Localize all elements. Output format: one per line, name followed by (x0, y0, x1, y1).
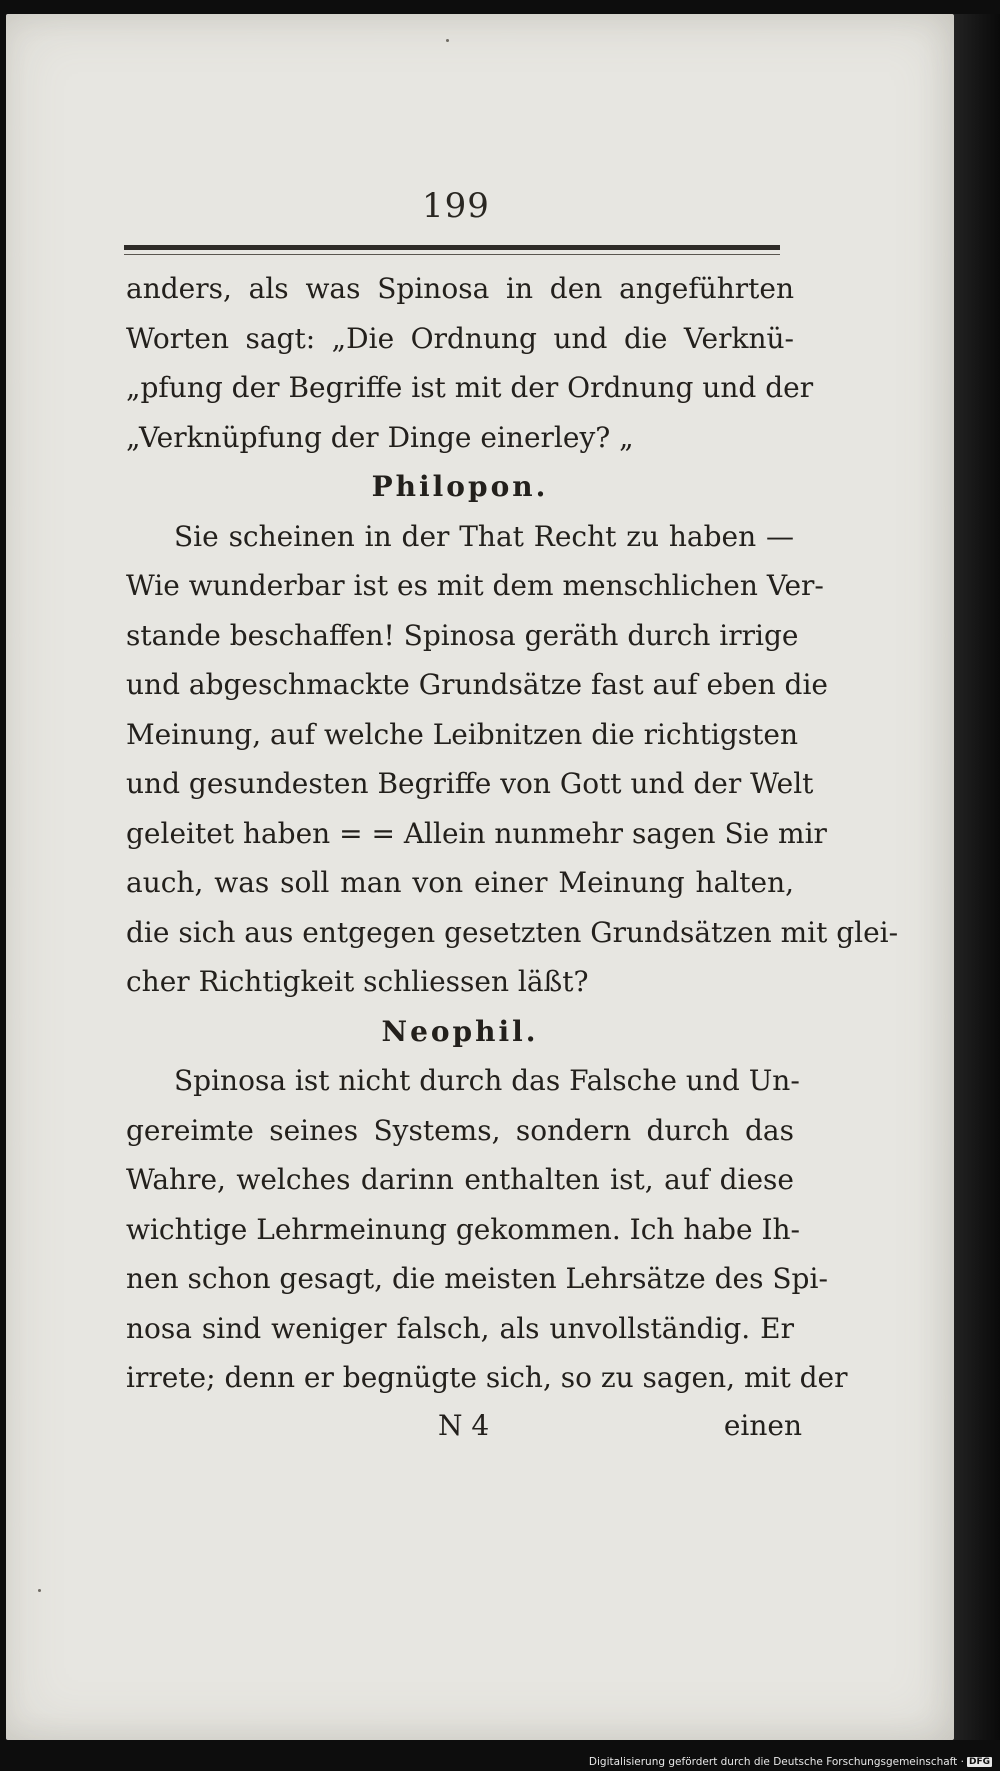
text-line: Spinosa ist nicht durch das Falsche und Un- (174, 1064, 800, 1097)
digitization-credit (589, 1756, 992, 1768)
text-line: nen schon gesagt, die meisten Lehrsätze des Spi- (126, 1262, 828, 1295)
header-rule (124, 245, 780, 250)
text-line: auch, was soll man von einer Meinung halten, (126, 866, 794, 899)
text-line: cher Richtigkeit schliessen läßt? (126, 965, 589, 998)
text-line: Worten sagt: „Die Ordnung und die Verknü- (126, 321, 794, 355)
text-line: Wahre, welches darinn enthalten ist, auf diese (126, 1163, 794, 1196)
text-line: und abgeschmackte Grundsätze fast auf eben die (126, 668, 828, 701)
text-line: nosa sind weniger falsch, als unvollständig. Er (126, 1311, 794, 1345)
text-line: geleitet haben = = Allein nunmehr sagen Sie mir (126, 816, 827, 850)
text-line: Meinung, auf welche Leibnitzen die richtigsten (126, 717, 798, 751)
paper-speck (38, 1589, 41, 1592)
book-edge (954, 14, 1000, 1740)
speaker-heading: Neophil. (381, 1014, 539, 1048)
page-number: 199 (422, 186, 490, 226)
text-line: Wie wunderbar ist es mit dem menschlichen Ver- (126, 569, 824, 602)
text-line: stande beschaffen! Spinosa geräth durch irrige (126, 618, 799, 652)
header-rule-thin (124, 254, 780, 255)
paper-speck (446, 39, 449, 42)
text-line: Sie scheinen in der That Recht zu haben — (174, 519, 794, 553)
text-line: gereimte seines Systems, sondern durch das (126, 1113, 794, 1147)
text-line: und gesundesten Begriffe von Gott und der Welt (126, 767, 814, 800)
book-page (6, 14, 954, 1740)
text-line: „pfung der Begriffe ist mit der Ordnung und der (126, 371, 814, 404)
text-line: „Verknüpfung der Dinge einerley? „ (126, 420, 634, 454)
catch-line (126, 1409, 802, 1453)
speaker-heading: Philopon. (371, 470, 549, 503)
credit-text: Digitalisierung gefördert durch die Deutsche Forschungsgemeinschaft · (588, 1756, 964, 1768)
text-line: die sich aus entgegen gesetzten Grundsätzen mit glei- (126, 915, 899, 949)
text-line: irrete; denn er begnügte sich, so zu sagen, mit der (126, 1361, 848, 1394)
catchword: einen (723, 1409, 802, 1442)
body-text (126, 264, 899, 1403)
text-line: wichtige Lehrmeinung gekommen. Ich habe Ih- (126, 1212, 800, 1246)
signature-mark: N 4 (438, 1409, 490, 1442)
text-line: anders, als was Spinosa in den angeführten (126, 272, 794, 305)
dfg-logo: DFG (968, 1757, 990, 1767)
